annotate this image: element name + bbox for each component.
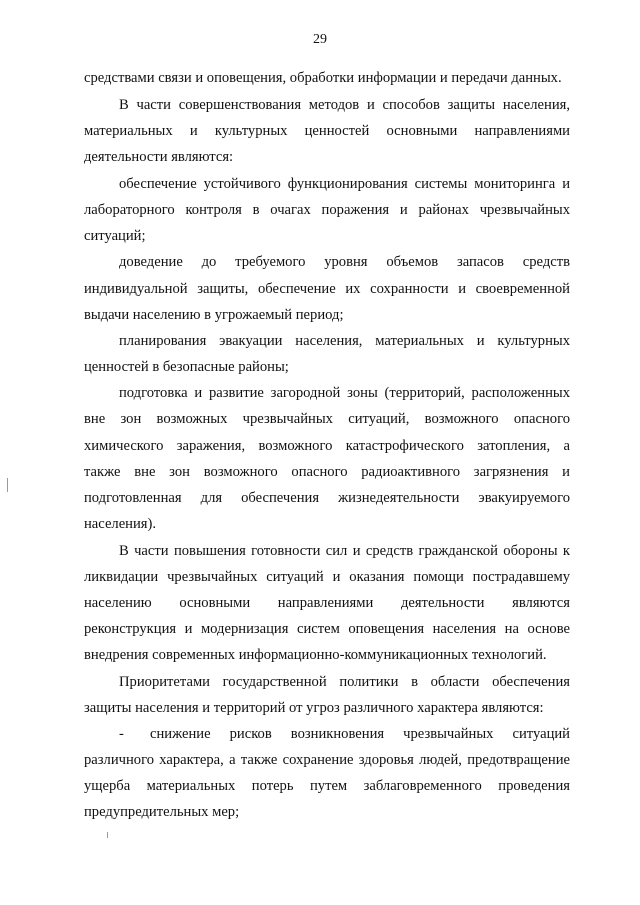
text-line: ценностей в безопасные районы; [84,359,289,375]
paragraph-first-line: В части совершенствования методов и способов защиты населения, [119,97,570,113]
text-line: населению основными направлениями деятельности являются [84,595,570,611]
list-item-text: снижение рисков возникновения чрезвычайных ситуаций [150,726,570,742]
page-number: 29 [313,32,327,47]
list-item [119,725,570,743]
paragraph-first-line: планирования эвакуации населения, материальных и культурных [119,333,570,349]
text-line: вне зон возможных чрезвычайных ситуаций, возможного опасного [84,411,570,427]
text-line: выдачи населению в угрожаемый период; [84,307,344,323]
text-line: средствами связи и оповещения, обработки информации и передачи данных. [84,70,562,86]
text-line: предупредительных мер; [84,804,240,820]
text-line: лабораторного контроля в очагах поражения и районах чрезвычайных [84,202,570,218]
text-line: защиты населения и территорий от угроз различного характера являются: [84,700,544,716]
list-dash: - [119,726,124,742]
text-line: деятельности являются: [84,149,234,165]
text-line: реконструкция и модернизация систем оповещения населения на основе [84,621,570,637]
scan-artifact [107,832,108,838]
text-line: ситуаций; [84,228,146,244]
text-line: различного характера, а также сохранение здоровья людей, предотвращение [84,752,570,768]
paragraph-first-line: Приоритетами государственной политики в области обеспечения [119,674,570,690]
paragraph-first-line: доведение до требуемого уровня объемов запасов средств [119,254,570,270]
text-line: внедрения современных информационно-коммуникационных технологий. [84,647,547,663]
text-line: химического заражения, возможного катастрофического затопления, а [84,438,570,454]
paragraph-first-line: обеспечение устойчивого функционирования системы мониторинга и [119,176,570,192]
text-line: ущерба материальных потерь путем заблаговременного проведения [84,778,570,794]
text-line: населения). [84,516,157,532]
paragraph-first-line: подготовка и развитие загородной зоны (территорий, расположенных [119,385,570,401]
text-line: также вне зон возможного опасного радиоактивного загрязнения и [84,464,570,480]
text-line: подготовленная для обеспечения жизнедеятельности эвакуируемого [84,490,570,506]
paragraph-first-line: В части повышения готовности сил и средств гражданской обороны к [119,543,570,559]
text-line: ликвидации чрезвычайных ситуаций и оказания помощи пострадавшему [84,569,570,585]
text-line: индивидуальной защиты, обеспечение их сохранности и своевременной [84,281,570,297]
scan-artifact [7,478,8,492]
text-line: материальных и культурных ценностей основными направлениями [84,123,570,139]
